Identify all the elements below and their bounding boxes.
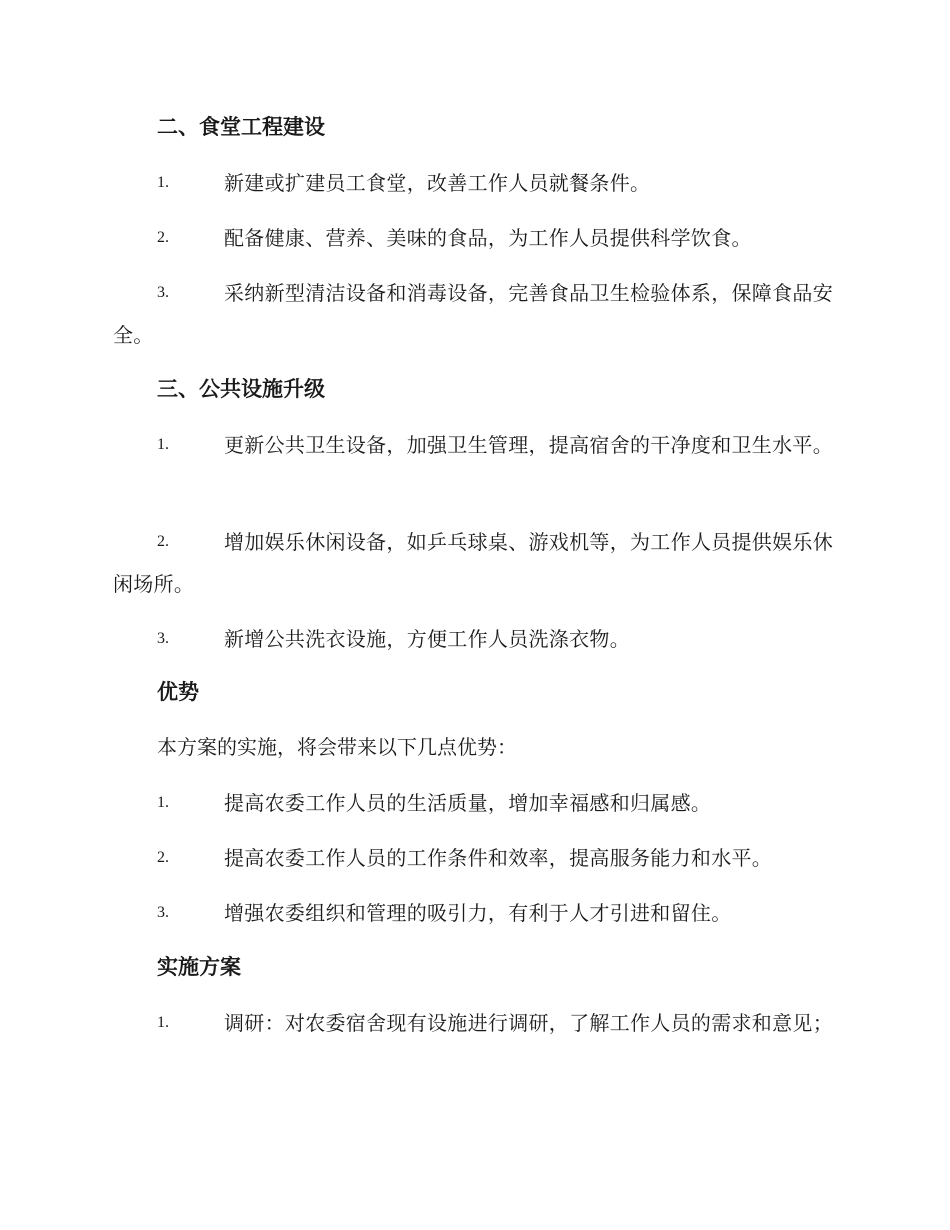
section-heading-public-facilities: 三、公共设施升级 [157, 377, 325, 401]
list-item [113, 162, 843, 204]
list-item-text: 增强农委组织和管理的吸引力，有利于人才引进和留住。 [224, 901, 732, 925]
list-item-text: 增加娱乐休闲设备，如乒乓球桌、游戏机等，为工作人员提供娱乐休闲场所。 [113, 530, 833, 596]
list-item-text: 采纳新型清洁设备和消毒设备，完善食品卫生检验体系，保障食品安全。 [113, 281, 833, 347]
list-item [113, 892, 843, 934]
section-heading-advantages: 优势 [157, 680, 199, 704]
list-item-text: 提高农委工作人员的工作条件和效率，提高服务能力和水平。 [224, 846, 773, 870]
list-item [113, 1002, 843, 1044]
advantages-intro: 本方案的实施，将会带来以下几点优势： [157, 735, 517, 759]
list-item [113, 217, 843, 259]
list-item-number: 2. [157, 849, 169, 866]
list-item [113, 424, 843, 466]
list-item-text: 更新公共卫生设备，加强卫生管理，提高宿舍的干净度和卫生水平。 [224, 433, 833, 457]
list-item-number: 1. [157, 794, 169, 811]
list-item-number: 3. [157, 904, 169, 921]
list-item-text: 新增公共洗衣设施，方便工作人员洗涤衣物。 [224, 627, 630, 651]
list-item [113, 521, 843, 605]
list-item-text: 配备健康、营养、美味的食品，为工作人员提供科学饮食。 [224, 226, 752, 250]
list-item-number: 1. [157, 436, 169, 453]
section-heading-canteen: 二、食堂工程建设 [157, 115, 325, 139]
list-item-number: 2. [157, 229, 169, 246]
list-item-text: 调研：对农委宿舍现有设施进行调研，了解工作人员的需求和意见； [224, 1011, 833, 1035]
list-item-number: 3. [157, 284, 169, 301]
list-item [113, 272, 843, 356]
list-item-number: 2. [157, 533, 169, 550]
list-item-number: 1. [157, 1014, 169, 1031]
list-item [113, 837, 843, 879]
section-heading-implementation: 实施方案 [157, 955, 241, 979]
list-item [113, 782, 843, 824]
list-item-number: 1. [157, 174, 169, 191]
list-item-text: 提高农委工作人员的生活质量，增加幸福感和归属感。 [224, 791, 712, 815]
list-item-number: 3. [157, 630, 169, 647]
list-item [113, 618, 843, 660]
list-item-text: 新建或扩建员工食堂，改善工作人员就餐条件。 [224, 171, 651, 195]
